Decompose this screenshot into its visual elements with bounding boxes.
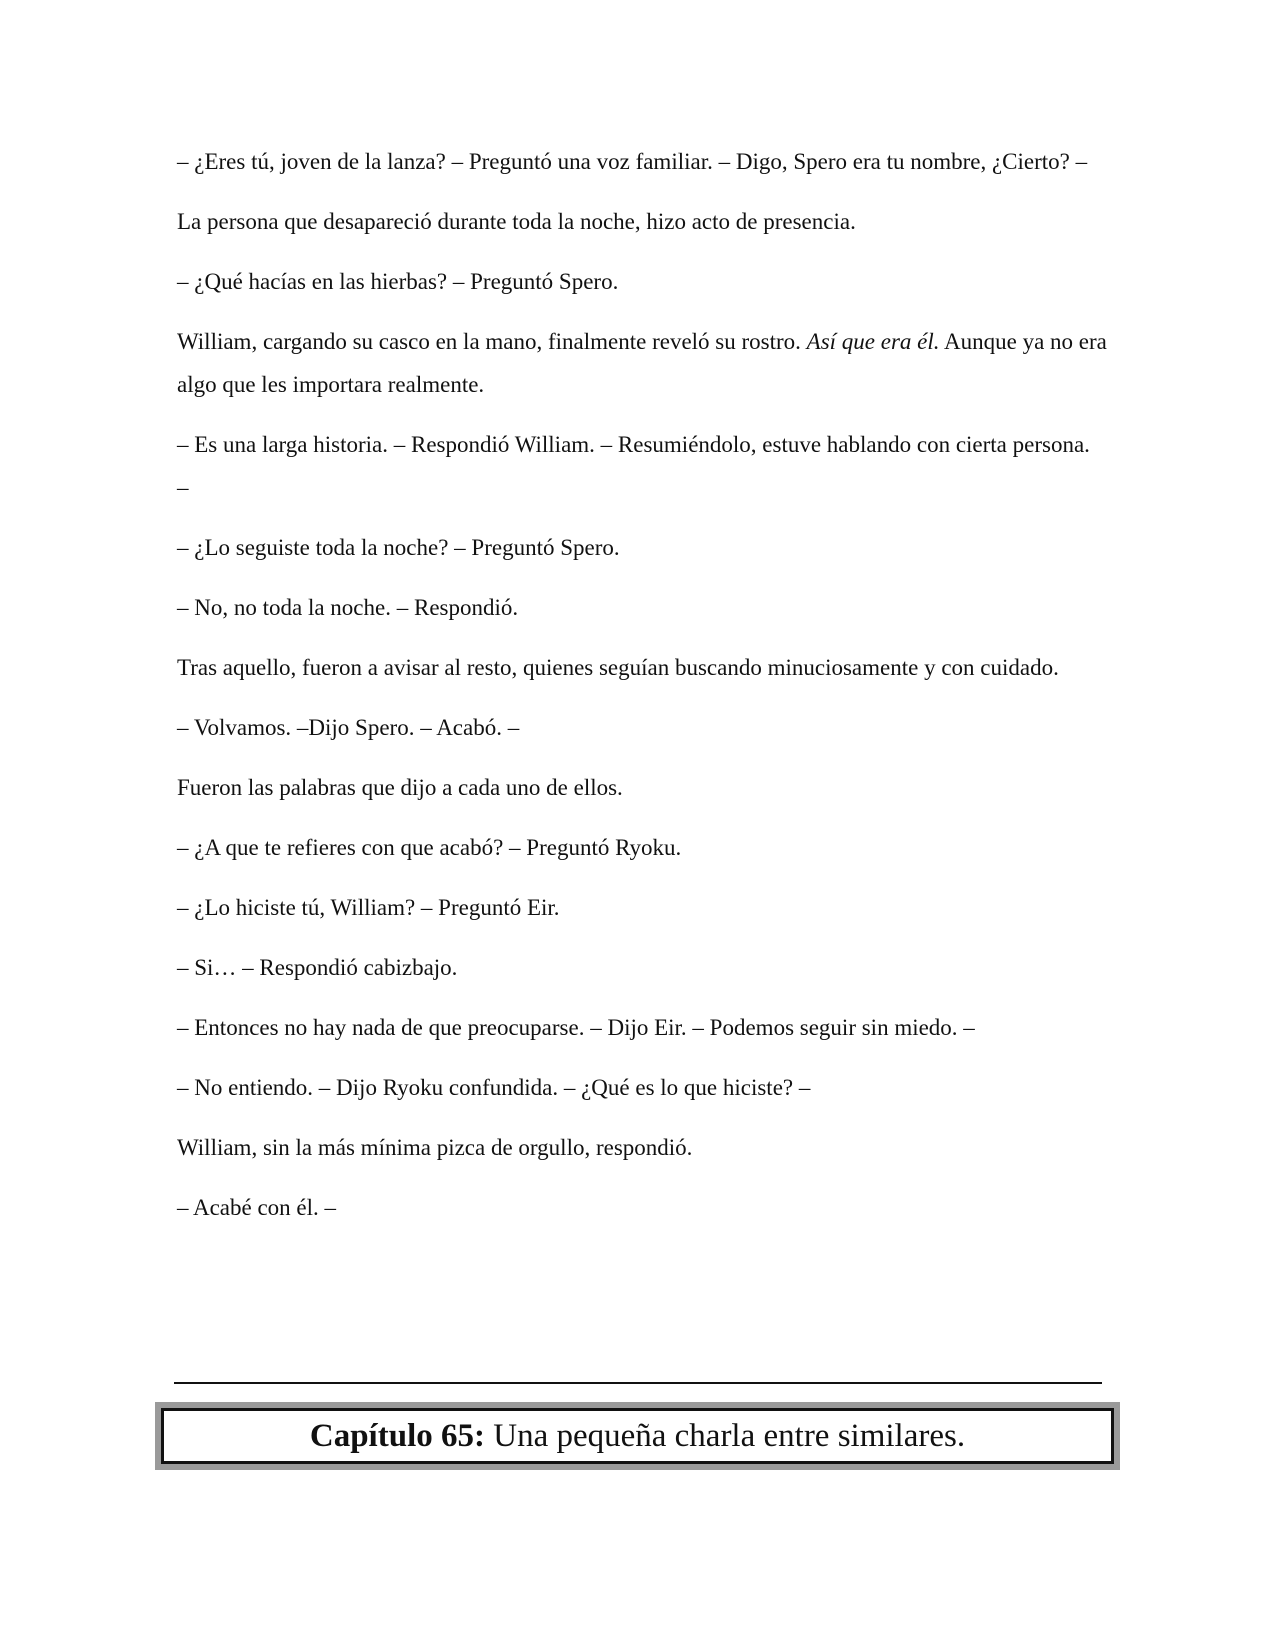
section-divider [174, 1382, 1102, 1384]
paragraph: – Si… – Respondió cabizbajo. [177, 955, 458, 980]
paragraph: – Volvamos. –Dijo Spero. – Acabó. – [177, 715, 520, 740]
paragraph: – No, no toda la noche. – Respondió. [177, 595, 519, 620]
chapter-title: Una pequeña charla entre similares. [484, 1417, 966, 1454]
paragraph: – ¿A que te refieres con que acabó? – Preguntó Ryoku. [177, 835, 682, 860]
paragraph-text: Aunque ya no era algo que les importara realmente. [177, 329, 1107, 397]
chapter-heading [161, 1408, 1114, 1464]
paragraph-text: William, cargando su casco en la mano, finalmente reveló su rostro. [177, 329, 807, 354]
body-text [177, 140, 1107, 1246]
paragraph: William, sin la más mínima pizca de orgullo, respondió. [177, 1135, 693, 1160]
paragraph: – Entonces no hay nada de que preocuparse. – Dijo Eir. – Podemos seguir sin miedo. – [177, 1015, 975, 1040]
paragraph: Tras aquello, fueron a avisar al resto, quienes seguían buscando minuciosamente y con cuidado. [177, 655, 1059, 680]
paragraph: – No entiendo. – Dijo Ryoku confundida. – ¿Qué es lo que hiciste? – [177, 1075, 811, 1100]
paragraph: – ¿Lo seguiste toda la noche? – Preguntó Spero. [177, 535, 620, 560]
paragraph: Fueron las palabras que dijo a cada uno de ellos. [177, 775, 623, 800]
chapter-number: Capítulo 65: [309, 1417, 485, 1454]
paragraph: – ¿Eres tú, joven de la lanza? – Preguntó una voz familiar. – Digo, Spero era tu nombre, ¿Cierto? – [177, 149, 1088, 174]
paragraph: – ¿Lo hiciste tú, William? – Preguntó Eir. [177, 895, 560, 920]
paragraph-with-italic [177, 320, 1107, 406]
paragraph: La persona que desapareció durante toda la noche, hizo acto de presencia. [177, 209, 856, 234]
italic-thought: Así que era él. [806, 329, 940, 354]
paragraph: – Es una larga historia. – Respondió William. – Resumiéndolo, estuve hablando con cierta persona. – [177, 432, 1090, 500]
paragraph: – ¿Qué hacías en las hierbas? – Preguntó Spero. [177, 269, 619, 294]
chapter-heading-box [155, 1402, 1120, 1470]
paragraph: – Acabé con él. – [177, 1195, 337, 1220]
